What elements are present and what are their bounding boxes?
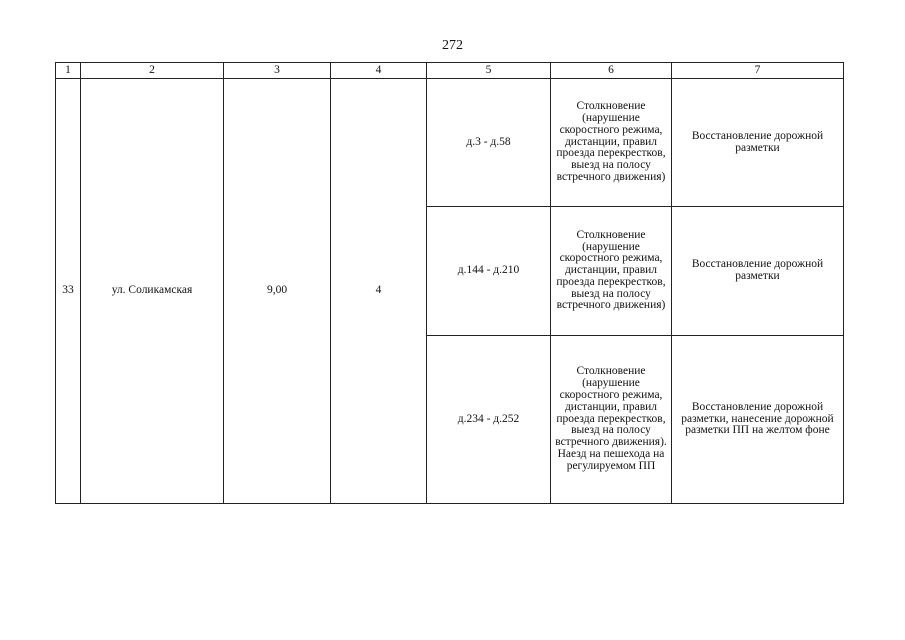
section-cell: д.234 - д.252: [427, 336, 551, 504]
measures-cell: Восстановление дорожной разметки: [672, 207, 844, 336]
measures-cell: Восстановление дорожной разметки, нанесение дорожной разметки ПП на желтом фоне: [672, 336, 844, 504]
measures-cell: Восстановление дорожной разметки: [672, 79, 844, 207]
row-number-cell: 33: [56, 79, 81, 504]
column-header-1: 1: [56, 63, 81, 79]
header-row: [56, 63, 844, 79]
data-table: [55, 62, 844, 504]
length-cell: 9,00: [224, 79, 331, 504]
page-number: 272: [442, 38, 463, 53]
section-cell: д.3 - д.58: [427, 79, 551, 207]
column-header-5: 5: [427, 63, 551, 79]
street-name-cell: ул. Соликамская: [81, 79, 224, 504]
column-header-4: 4: [331, 63, 427, 79]
column-header-3: 3: [224, 63, 331, 79]
lanes-cell: 4: [331, 79, 427, 504]
column-header-7: 7: [672, 63, 844, 79]
table-row: [56, 79, 844, 207]
accident-cause-cell: Столкновение (нарушение скоростного режима, дистанции, правил проезда перекрестков, выезд на полосу встречного движения). Наезд на пешехода на регулируемом ПП: [551, 336, 672, 504]
column-header-2: 2: [81, 63, 224, 79]
column-header-6: 6: [551, 63, 672, 79]
accident-cause-cell: Столкновение (нарушение скоростного режима, дистанции, правил проезда перекрестков, выезд на полосу встречного движения): [551, 207, 672, 336]
accident-cause-cell: Столкновение (нарушение скоростного режима, дистанции, правил проезда перекрестков, выезд на полосу встречного движения): [551, 79, 672, 207]
section-cell: д.144 - д.210: [427, 207, 551, 336]
